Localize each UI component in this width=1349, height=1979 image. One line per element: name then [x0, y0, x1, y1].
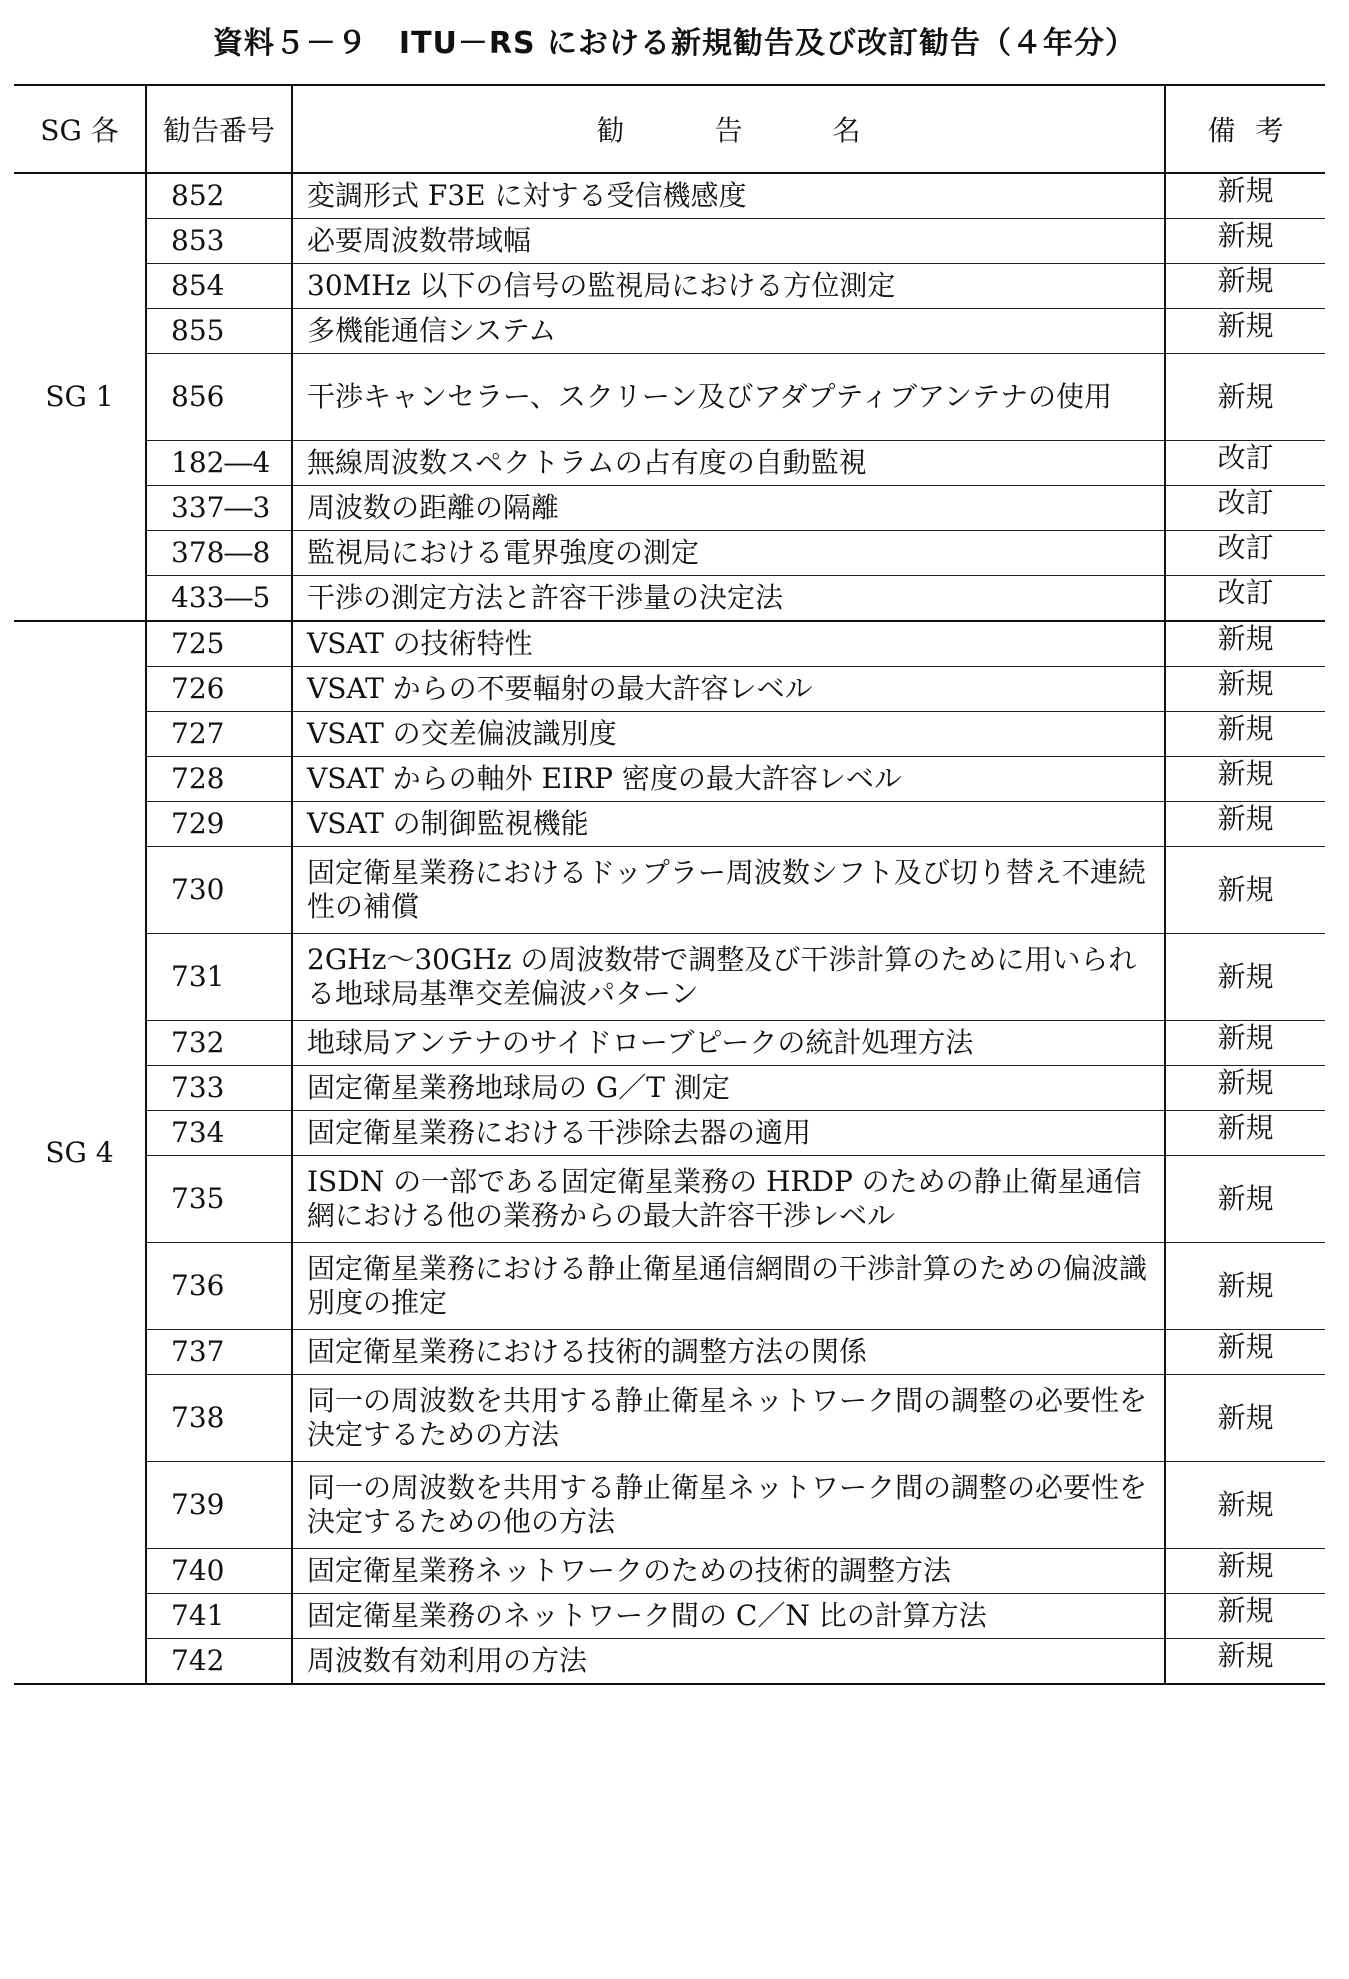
remark: 新規 — [1165, 173, 1325, 219]
table-row — [14, 531, 1325, 576]
recommendation-name: 地球局アンテナのサイドローブピークの統計処理方法 — [292, 1021, 1165, 1066]
remark: 新規 — [1165, 847, 1325, 934]
table-row — [14, 1639, 1325, 1685]
table-row — [14, 1021, 1325, 1066]
recommendation-name: 無線周波数スペクトラムの占有度の自動監視 — [292, 441, 1165, 486]
recommendation-name: 周波数の距離の隔離 — [292, 486, 1165, 531]
remark: 新規 — [1165, 712, 1325, 757]
remark: 改訂 — [1165, 441, 1325, 486]
recommendation-name: 固定衛星業務地球局の G／T 測定 — [292, 1066, 1165, 1111]
recommendation-number: 730 — [146, 847, 292, 934]
remark: 新規 — [1217, 1639, 1274, 1672]
table-row — [14, 219, 1325, 264]
recommendation-number: 740 — [146, 1549, 292, 1594]
recommendation-number: 741 — [146, 1594, 292, 1639]
header-row — [14, 85, 1325, 173]
page-title: 資料５－９ ITU－RS における新規勧告及び改訂勧告（４年分） — [212, 26, 1137, 61]
remark: 新規 — [1165, 219, 1325, 264]
remark: 新規 — [1165, 934, 1325, 1021]
remark: 新規 — [1165, 1111, 1325, 1156]
recommendation-name: 30MHz 以下の信号の監視局における方位測定 — [292, 264, 1165, 309]
remark: 新規 — [1165, 621, 1325, 667]
recommendation-name: 同一の周波数を共用する静止衛星ネットワーク間の調整の必要性を決定するための方法 — [292, 1375, 1165, 1462]
recommendation-number: 739 — [146, 1462, 292, 1549]
table-row — [14, 1594, 1325, 1639]
header-name: 勧告名 — [292, 85, 1165, 173]
recommendation-number: 735 — [146, 1156, 292, 1243]
recommendation-number: 733 — [146, 1066, 292, 1111]
recommendations-table — [14, 84, 1325, 1685]
remark: 新規 — [1165, 354, 1325, 441]
recommendation-number: 737 — [146, 1330, 292, 1375]
recommendation-number: 725 — [146, 621, 292, 667]
recommendation-number: 852 — [146, 173, 292, 219]
recommendation-name: 固定衛星業務におけるドップラー周波数シフト及び切り替え不連続性の補償 — [292, 847, 1165, 934]
recommendation-name: 固定衛星業務における干渉除去器の適用 — [292, 1111, 1165, 1156]
table-row — [14, 1243, 1325, 1330]
table-row — [14, 264, 1325, 309]
table-row — [14, 1375, 1325, 1462]
remark: 新規 — [1165, 667, 1325, 712]
recommendation-number: 856 — [146, 354, 292, 441]
table-row — [14, 1111, 1325, 1156]
recommendation-name: 固定衛星業務における技術的調整方法の関係 — [292, 1330, 1165, 1375]
recommendation-number: 729 — [146, 802, 292, 847]
recommendation-name: 多機能通信システム — [292, 309, 1165, 354]
recommendation-number: 854 — [146, 264, 292, 309]
table-row — [14, 757, 1325, 802]
recommendation-name: 干渉キャンセラー、スクリーン及びアダプティブアンテナの使用 — [292, 354, 1165, 441]
remark: 新規 — [1165, 1549, 1325, 1594]
table-row — [14, 1066, 1325, 1111]
recommendation-number: 742 — [171, 1644, 225, 1677]
recommendation-name: 監視局における電界強度の測定 — [292, 531, 1165, 576]
recommendation-number: 728 — [146, 757, 292, 802]
table-row — [14, 1549, 1325, 1594]
table-header — [14, 85, 1325, 173]
recommendation-name: VSAT の技術特性 — [292, 621, 1165, 667]
table-row — [14, 1330, 1325, 1375]
remark: 新規 — [1165, 1330, 1325, 1375]
recommendation-number: 731 — [146, 934, 292, 1021]
table-row — [14, 354, 1325, 441]
table-row — [14, 847, 1325, 934]
recommendation-number: 726 — [146, 667, 292, 712]
table-row — [14, 486, 1325, 531]
remark: 新規 — [1165, 1021, 1325, 1066]
recommendation-number: 738 — [146, 1375, 292, 1462]
remark: 改訂 — [1165, 531, 1325, 576]
table-row — [14, 1156, 1325, 1243]
recommendation-number: 855 — [146, 309, 292, 354]
table-row — [14, 934, 1325, 1021]
recommendation-number: 734 — [146, 1111, 292, 1156]
recommendation-name: 干渉の測定方法と許容干渉量の決定法 — [292, 576, 1165, 622]
recommendation-name: 周波数有効利用の方法 — [292, 1639, 1165, 1685]
sg-group-label: SG 4 — [14, 621, 146, 1684]
recommendation-name: ISDN の一部である固定衛星業務の HRDP のための静止衛星通信網における他の業務からの最大許容干渉レベル — [292, 1156, 1165, 1243]
recommendation-number: 727 — [146, 712, 292, 757]
remark: 新規 — [1165, 309, 1325, 354]
recommendation-name: VSAT からの不要輻射の最大許容レベル — [292, 667, 1165, 712]
table-row — [14, 621, 1325, 667]
recommendation-number: 182―4 — [146, 441, 292, 486]
table-row — [14, 802, 1325, 847]
remark: 新規 — [1165, 264, 1325, 309]
table-row — [14, 667, 1325, 712]
table-row — [14, 441, 1325, 486]
header-note: 備考 — [1165, 85, 1325, 173]
remark: 改訂 — [1165, 486, 1325, 531]
remark: 新規 — [1165, 1066, 1325, 1111]
sg-group-label: SG 1 — [14, 173, 146, 621]
recommendation-number: 378―8 — [146, 531, 292, 576]
table-body — [14, 173, 1325, 1684]
recommendations-table-wrapper — [14, 84, 1325, 1685]
recommendation-name: VSAT からの軸外 EIRP 密度の最大許容レベル — [292, 757, 1165, 802]
header-number: 勧告番号 — [146, 85, 292, 173]
recommendation-name: VSAT の制御監視機能 — [292, 802, 1165, 847]
recommendation-number: 732 — [146, 1021, 292, 1066]
remark: 新規 — [1165, 1594, 1325, 1639]
recommendation-name: 同一の周波数を共用する静止衛星ネットワーク間の調整の必要性を決定するための他の方法 — [292, 1462, 1165, 1549]
table-row — [14, 173, 1325, 219]
recommendation-name: 必要周波数帯域幅 — [292, 219, 1165, 264]
recommendation-number: 433―5 — [146, 576, 292, 622]
recommendation-number: 853 — [146, 219, 292, 264]
table-row — [14, 1462, 1325, 1549]
remark: 新規 — [1165, 1243, 1325, 1330]
table-row — [14, 576, 1325, 622]
recommendation-name: 固定衛星業務のネットワーク間の C／N 比の計算方法 — [292, 1594, 1165, 1639]
remark: 改訂 — [1165, 576, 1325, 622]
recommendation-name: VSAT の交差偏波識別度 — [292, 712, 1165, 757]
header-sg: SG 各 — [14, 85, 146, 173]
table-row — [14, 309, 1325, 354]
remark: 新規 — [1165, 1156, 1325, 1243]
recommendation-number: 337―3 — [146, 486, 292, 531]
table-row — [14, 712, 1325, 757]
remark: 新規 — [1165, 1462, 1325, 1549]
recommendation-name: 固定衛星業務ネットワークのための技術的調整方法 — [292, 1549, 1165, 1594]
recommendation-number: 736 — [146, 1243, 292, 1330]
recommendation-name: 2GHz～30GHz の周波数帯で調整及び干渉計算のために用いられる地球局基準交差偏波パターン — [292, 934, 1165, 1021]
recommendation-name: 固定衛星業務における静止衛星通信網間の干渉計算のための偏波識別度の推定 — [292, 1243, 1165, 1330]
remark: 新規 — [1165, 757, 1325, 802]
remark: 新規 — [1165, 802, 1325, 847]
remark: 新規 — [1165, 1375, 1325, 1462]
recommendation-name: 変調形式 F3E に対する受信機感度 — [292, 173, 1165, 219]
